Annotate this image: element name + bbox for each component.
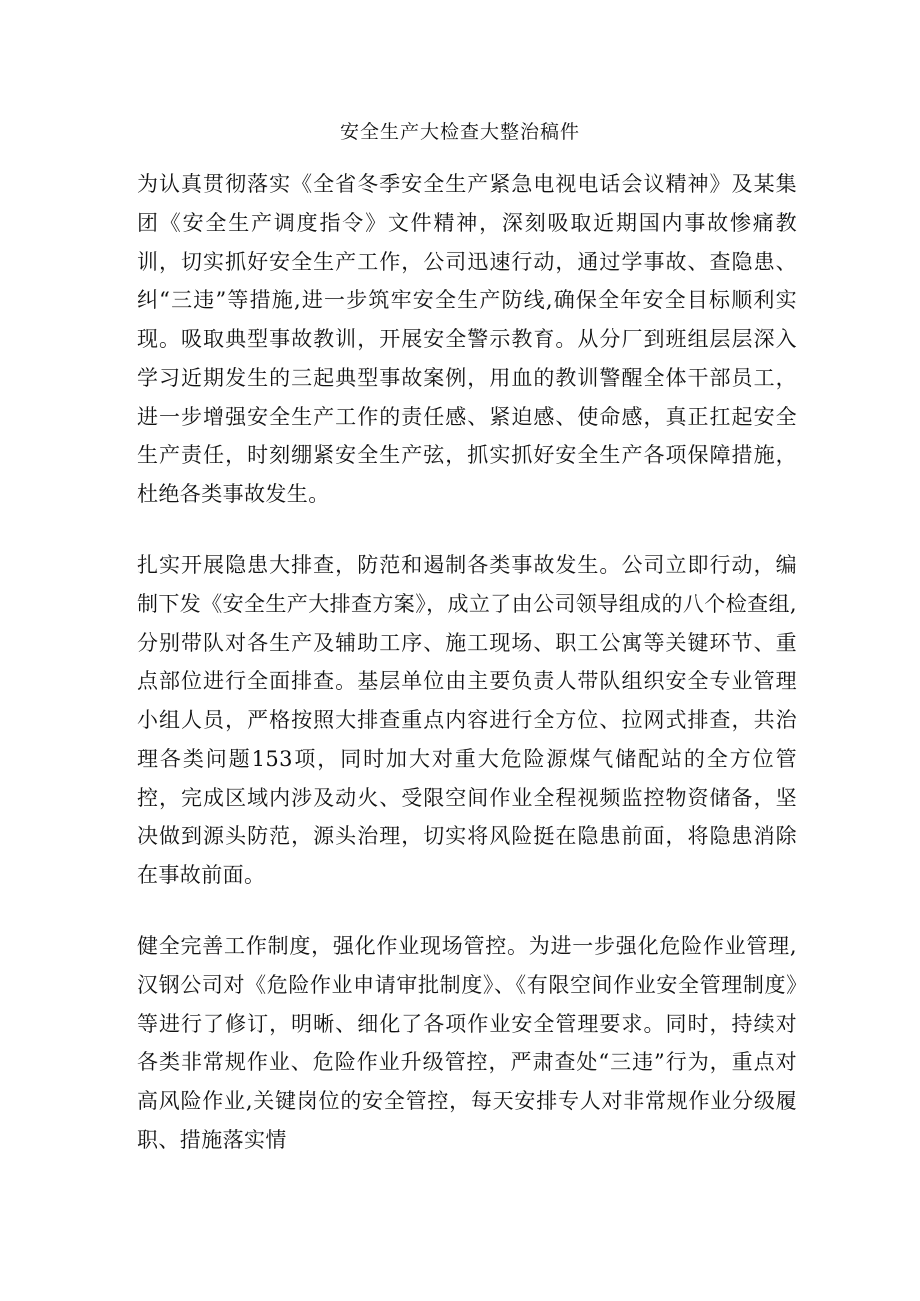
document-title: 安全生产大检查大整治稿件 [339, 121, 580, 143]
paragraph-accident-lessons: 为认真贯彻落实《全省冬季安全生产紧急电视电话会议精神》及某集团《安全生产调度指令》文件精神，深刻吸取近期国内事故惨痛教训，切实抓好安全生产工作，公司迅速行动，通过学事故、查隐患、纠“三违”等措施,进一步筑牢安全生产防线,确保全年安全目标顺利实现。吸取典型事故教训，开展安全警示教育。从分厂到班组层层深入学习近期发生的三起典型事故案例，用血的教训警醒全体干部员工，进一步增强安全生产工作的责任感、紧迫感、使命感，真正扛起安全生产责任，时刻绷紧安全生产弦，抓实抓好安全生产各项保障措施，杜绝各类事故发生。 [137, 172, 797, 506]
paragraph-work-system: 健全完善工作制度，强化作业现场管控。为进一步强化危险作业管理,汉钢公司对《危险作业申请审批制度》、《有限空间作业安全管理制度》等进行了修订，明晰、细化了各项作业安全管理要求。同时，持续对各类非常规作业、危险作业升级管控，严肃查处“三违”行为，重点对高风险作业,关键岗位的安全管控，每天安排专人对非常规作业分级履职、措施落实情 [137, 934, 797, 1152]
paragraph-hazard-inspection: 扎实开展隐患大排查，防范和遏制各类事故发生。公司立即行动，编制下发《安全生产大排查方案》，成立了由公司领导组成的八个检查组,分别带队对各生产及辅助工序、施工现场、职工公寓等关键环节、重点部位进行全面排查。基层单位由主要负责人带队组织安全专业管理小组人员，严格按照大排查重点内容进行全方位、拉网式排查，共治理各类问题153项，同时加大对重大危险源煤气储配站的全方位管控，完成区域内涉及动火、受限空间作业全程视频监控物资储备，坚决做到源头防范，源头治理，切实将风险挺在隐患前面，将隐患消除在事故前面。 [137, 553, 797, 887]
